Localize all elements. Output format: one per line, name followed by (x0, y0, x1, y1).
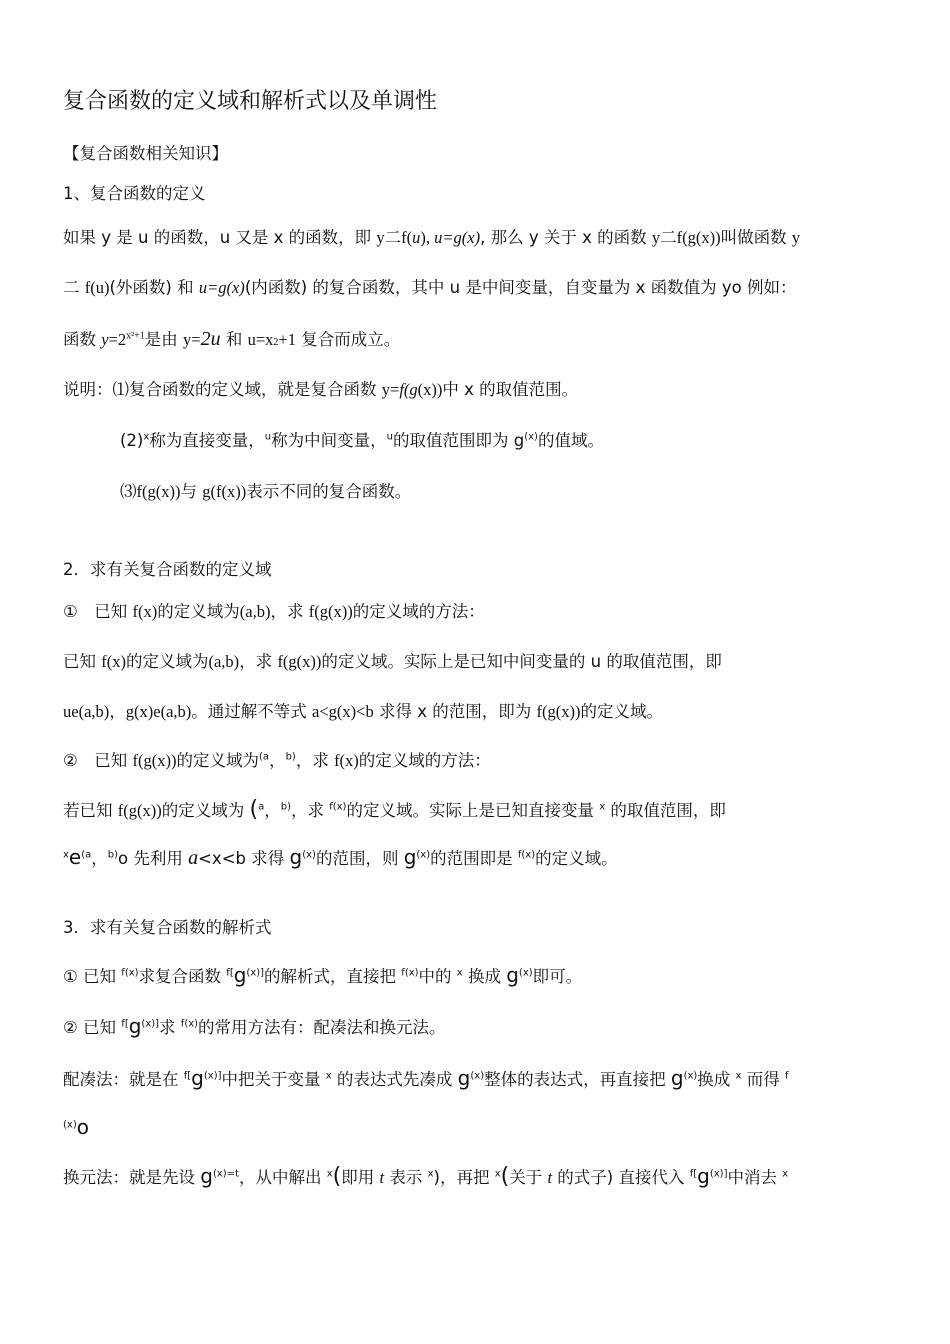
text: 即可。 (532, 967, 583, 986)
paren: ( (332, 1164, 342, 1189)
text: ，从中解出 (238, 1168, 327, 1187)
superscript: x (325, 1070, 332, 1082)
formula: 2u (200, 328, 221, 350)
definition-paragraph-line-2 (63, 277, 796, 299)
formula: a (188, 847, 199, 869)
superscript: f[ (121, 1018, 129, 1030)
formula: y二f(g(x)) (651, 228, 721, 247)
text: 的表达式先凑成 (331, 1070, 458, 1089)
text: 称为直接变量， (149, 431, 265, 450)
text: 的定义域为 (176, 751, 260, 770)
formula: f(g(x)) (308, 602, 353, 621)
formula: e (68, 845, 82, 869)
formula: g (200, 1164, 213, 1188)
superscript: (x) (63, 1119, 77, 1131)
text: 配凑法：就是在 (63, 1070, 184, 1089)
superscript: f(x) (121, 967, 139, 979)
method-matching-line-1 (63, 1067, 789, 1091)
text: ② 已知 (63, 751, 133, 770)
superscript: f (784, 1070, 789, 1082)
text: 的定义域。实际上是已知直接变量 (346, 801, 600, 820)
superscript: x (494, 1168, 501, 1180)
superscript: x (735, 1070, 742, 1082)
text: 已知 (63, 652, 102, 671)
note-line-1 (63, 379, 578, 401)
superscript: x (427, 1168, 434, 1180)
superscript: f(x) (180, 1018, 199, 1030)
text: 表示不同的复合函数。 (246, 482, 412, 501)
text: (内函数) 的复合函数，其中 u 是中间变量，自变量为 x 函数值为 yo 例如： (244, 278, 797, 297)
text: 复合而成立。 (295, 330, 401, 349)
formula: f(u) (84, 278, 110, 297)
formula: g (506, 963, 519, 987)
text: 和 (220, 330, 248, 349)
formula: t (547, 1168, 553, 1187)
method-matching-line-2 (63, 1116, 89, 1140)
case-2-line-1 (63, 799, 726, 822)
text: 表示 (384, 1168, 428, 1187)
text: 的式子) 直接代入 (552, 1168, 690, 1187)
formula: g (670, 1066, 684, 1090)
case-1-line-2 (63, 701, 663, 723)
formula: a<g(x)<b (312, 702, 374, 721)
text: 整体的表达式，再直接把 (484, 1070, 671, 1089)
formula: (x)) (417, 380, 443, 399)
formula: y (101, 330, 109, 349)
expr-case-2 (63, 1015, 446, 1039)
text: 的值域。 (537, 431, 604, 450)
text: 。通过解不等式 (191, 702, 313, 721)
text: ② 已知 (63, 1018, 122, 1037)
text: 与 (180, 482, 203, 501)
text: 求复合函数 (138, 967, 227, 986)
superscript: (x) (416, 849, 431, 861)
formula: f(g(x)) (117, 801, 162, 820)
case-2-line-2 (63, 846, 618, 870)
formula: (a,b) (208, 652, 240, 671)
formula: =2 (108, 330, 127, 349)
text: 说明：⑴复合函数的定义域，就是复合函数 (63, 380, 382, 399)
text: 中消去 (727, 1168, 783, 1187)
text: <x<b 求得 (198, 849, 290, 868)
superscript: b) (107, 849, 119, 861)
superscript: (x) (683, 1070, 698, 1082)
formula: g (697, 1164, 710, 1188)
text: 中 x 的取值范围。 (442, 380, 579, 399)
text: 是由 (144, 330, 184, 349)
superscript: (a (259, 751, 270, 763)
text: ，求 (295, 751, 335, 770)
heading-composite-definition: 1、复合函数的定义 (63, 184, 206, 203)
page-title: 复合函数的定义域和解析式以及单调性 (63, 89, 438, 114)
method-substitution-line-1 (63, 1165, 788, 1189)
text: 称为中间变量， (271, 431, 387, 450)
formula: u=x (247, 330, 274, 349)
formula: y= (183, 330, 201, 349)
text: 如果 y 是 u 的函数，u 又是 x 的函数，即 (63, 228, 377, 247)
superscript: (x)] (709, 1168, 728, 1180)
text: 的范围即是 (430, 849, 518, 868)
formula: u=g(x) (198, 278, 245, 297)
superscript: f(x) (401, 967, 419, 979)
text: 的解析式，直接把 (264, 967, 402, 986)
formula: y二f( (376, 228, 413, 247)
text: ， (91, 849, 108, 868)
text: 的定义域为 (161, 801, 250, 820)
superscript: x (326, 1168, 333, 1180)
superscript: x (456, 967, 463, 979)
text: 关于 (509, 1168, 548, 1187)
text: ， (264, 801, 281, 820)
formula: g (128, 1014, 142, 1038)
text: 中的 (418, 967, 457, 986)
text: 的定义域的方法： (358, 751, 491, 770)
text: 的定义域的方法： (352, 602, 485, 621)
formula: u (412, 228, 421, 247)
text: (2) (120, 431, 144, 450)
superscript: b) (280, 801, 291, 813)
expr-case-1 (63, 964, 582, 988)
text: ， (109, 702, 126, 721)
superscript: (x) (518, 967, 533, 979)
definition-paragraph-line-1 (63, 227, 800, 249)
text: 求 (159, 1018, 181, 1037)
superscript: (x)=t (212, 1168, 239, 1180)
formula: (a,b) (239, 602, 271, 621)
text: 的取值范围，即 (605, 801, 726, 820)
note-line-3 (120, 481, 411, 503)
text: ，求 (290, 801, 330, 820)
formula: y= (381, 380, 400, 399)
text: 求得 x 的范围，即为 (373, 702, 537, 721)
text: 的定义域。 (580, 702, 663, 721)
section-header: 【复合函数相关知识】 (63, 144, 228, 163)
text: 的取值范围即为 g (392, 431, 525, 450)
text: 函数 (63, 330, 102, 349)
superscript: f[ (689, 1168, 698, 1180)
text: ，求 (270, 602, 309, 621)
heading-domain: 2．求有关复合函数的定义域 (63, 560, 272, 579)
formula: f(g(x)) (136, 482, 181, 501)
case-2-heading (63, 750, 491, 772)
text: 而得 (741, 1070, 785, 1089)
text: ，求 (239, 652, 278, 671)
formula: g(x)e(a,b) (125, 702, 192, 721)
text: 的定义域为 (157, 602, 240, 621)
text: 换元法：就是先设 (63, 1168, 201, 1187)
subscript: 2 (273, 337, 279, 348)
formula: ue(a,b) (63, 702, 110, 721)
text: o 先利用 (118, 849, 189, 868)
formula: g (403, 845, 417, 869)
text: 的定义域。 (535, 849, 618, 868)
case-1-line-1 (63, 651, 722, 673)
formula: g (289, 845, 303, 869)
superscript: b) (285, 751, 296, 763)
formula: f(x) (132, 602, 158, 621)
superscript: (x) (470, 1070, 485, 1082)
text: ， (269, 751, 286, 770)
superscript: f[ (226, 967, 234, 979)
superscript: a (258, 801, 265, 813)
formula: f(x) (334, 751, 359, 770)
formula: f(g(x)) (536, 702, 581, 721)
example-line (63, 328, 400, 354)
formula: y (791, 228, 801, 247)
paren: ( (249, 797, 259, 822)
superscript: x (782, 1168, 789, 1180)
formula: t (379, 1168, 385, 1187)
text: o (76, 1115, 89, 1139)
note-line-2 (120, 430, 604, 452)
text: )，再把 (433, 1168, 495, 1187)
text: 换成 (697, 1070, 736, 1089)
superscript: (x)] (141, 1018, 160, 1030)
formula: g (233, 963, 247, 987)
superscript: (a (81, 849, 92, 861)
superscript: x (599, 801, 606, 813)
text: 若已知 (63, 801, 118, 820)
text: 的定义域。实际上是已知中间变量的 u 的取值范围，即 (321, 652, 722, 671)
formula: g (191, 1066, 204, 1090)
paren: ( (500, 1164, 510, 1189)
text: 的定义域为 (125, 652, 209, 671)
text: 叫做函数 (720, 228, 792, 247)
formula: +1 (278, 330, 296, 349)
text: ⑶ (120, 482, 137, 501)
superscript: x (143, 431, 150, 443)
formula: g(f(x)) (202, 482, 247, 501)
text: 中把关于变量 (221, 1070, 326, 1089)
superscript: f[ (183, 1070, 192, 1082)
formula: u=g(x) (434, 228, 481, 247)
formula: g (457, 1066, 471, 1090)
text: (外函数) 和 (109, 278, 199, 297)
formula: ), (420, 228, 435, 247)
superscript: x (63, 849, 69, 861)
superscript: u (386, 431, 393, 443)
superscript: f(x) (329, 801, 347, 813)
text: 的常用方法有：配凑法和换元法。 (198, 1018, 446, 1037)
text: 换成 (462, 967, 507, 986)
superscript: (x)] (203, 1070, 222, 1082)
superscript: (x) (524, 431, 538, 443)
text: 即用 (341, 1168, 380, 1187)
superscript: f(x) (517, 849, 536, 861)
text: 的范围，则 (315, 849, 404, 868)
superscript: (x)] (246, 967, 265, 979)
case-1-heading (63, 601, 485, 623)
superscript: (x) (302, 849, 316, 861)
heading-analytic-expression: 3．求有关复合函数的解析式 (63, 918, 272, 937)
exponent: x²+1 (126, 330, 145, 342)
formula: f(g (399, 380, 418, 399)
text: ① 已知 (63, 602, 133, 621)
formula: f(g(x)) (132, 751, 177, 770)
formula: f(g(x)) (277, 652, 322, 671)
superscript: u (264, 431, 272, 443)
text: 二 (63, 278, 85, 297)
text: , 那么 y 关于 x 的函数 (480, 228, 652, 247)
text: ① 已知 (63, 967, 122, 986)
formula: f(x) (101, 652, 126, 671)
